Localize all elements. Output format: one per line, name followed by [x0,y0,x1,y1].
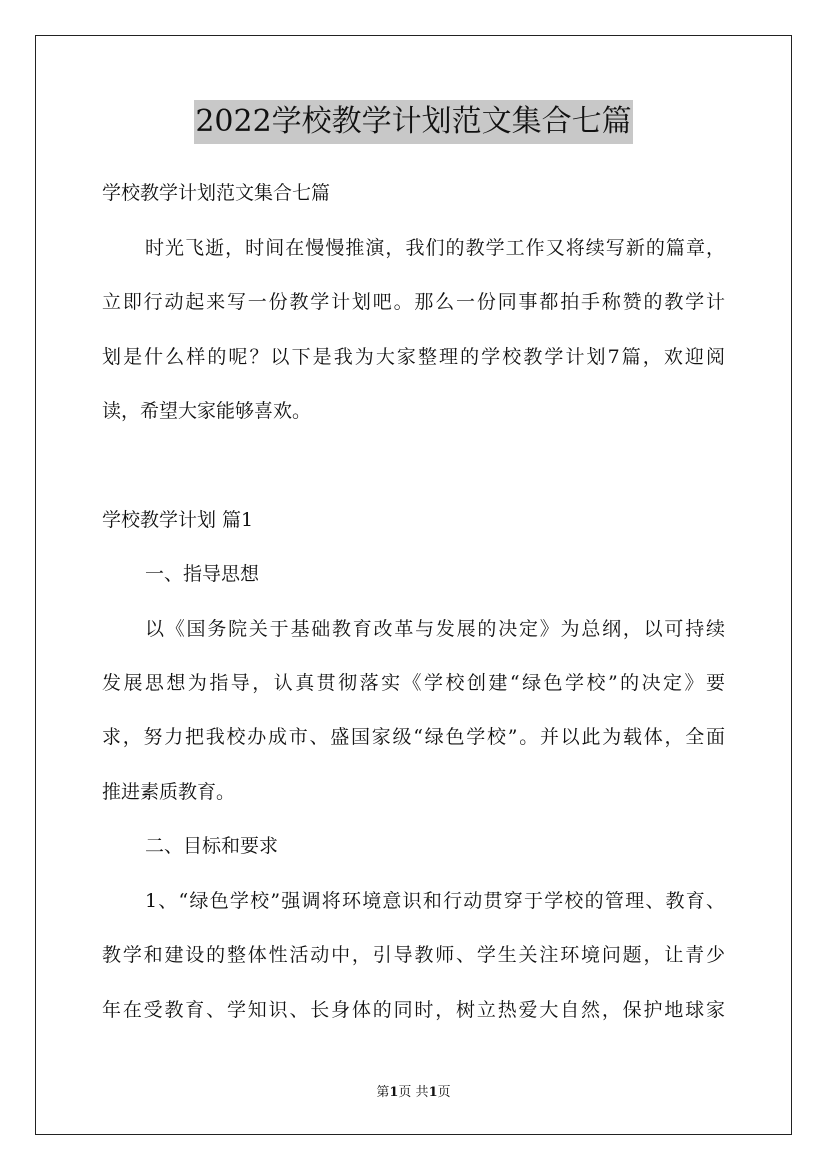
paragraph-line: 读，希望大家能够喜欢。 [102,400,312,422]
paragraph-line: 推进素质教育。 [102,781,236,803]
paragraph-line: 以《国务院关于基础教育改革与发展的决定》为总纲，以可持续 [145,618,725,640]
footer-page-prefix: 第 [376,1085,390,1100]
subtitle-line: 学校教学计划范文集合七篇 [102,182,331,204]
paragraph-line: 发展思想为指导，认真贯彻落实《学校创建“绿色学校”的决定》要 [102,672,725,694]
title-wrap [0,100,827,144]
document-title: 2022学校教学计划范文集合七篇 [194,100,632,144]
paragraph-line: 求，努力把我校办成市、盛国家级“绿色学校”。并以此为载体，全面 [102,726,725,748]
paragraph-line: 1、“绿色学校”强调将环境意识和行动贯穿于学校的管理、教育、 [145,890,725,912]
paragraph-line: 时光飞逝，时间在慢慢推演，我们的教学工作又将续写新的篇章， [145,237,725,259]
paragraph-line: 划是什么样的呢？以下是我为大家整理的学校教学计划7篇，欢迎阅 [102,346,725,368]
footer-total-pages: 1 [428,1085,438,1100]
subheading: 二、目标和要求 [145,835,279,857]
footer-page-mid: 页 共 [398,1085,429,1100]
page-footer [0,1085,827,1101]
paragraph-line: 立即行动起来写一份教学计划吧。那么一份同事都拍手称赞的教学计 [102,291,725,313]
paragraph-line: 年在受教育、学知识、长身体的同时，树立热爱大自然，保护地球家 [102,999,725,1021]
footer-page-suffix: 页 [437,1085,451,1100]
footer-page-number: 1 [389,1085,399,1100]
section-heading: 学校教学计划 篇1 [102,509,254,531]
paragraph-line: 教学和建设的整体性活动中，引导教师、学生关注环境问题，让青少 [102,944,725,966]
subheading: 一、指导思想 [145,563,260,585]
